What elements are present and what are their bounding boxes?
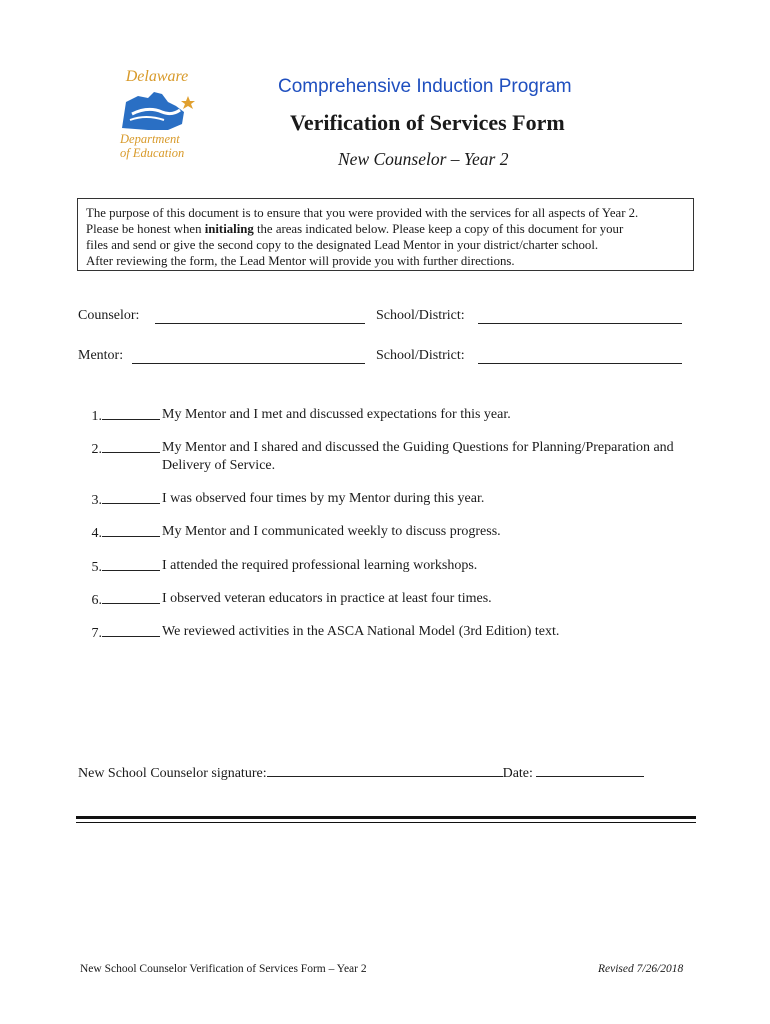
- logo-state-name: Delaware: [125, 68, 189, 85]
- signature-line[interactable]: [267, 763, 503, 777]
- footer-form-name: New School Counselor Verification of Services Form – Year 2: [80, 963, 367, 975]
- purpose-line-4: After reviewing the form, the Lead Mentor will provide you with further directions.: [86, 254, 515, 268]
- logo-department-text: [120, 132, 204, 160]
- list-item: [88, 490, 702, 510]
- list-item: [88, 590, 702, 610]
- purpose-line-2-pre: Please be honest when: [86, 222, 205, 236]
- school-district-label-2: School/District:: [376, 348, 465, 363]
- purpose-line-2-post: the areas indicated below. Please keep a copy of this document for your: [253, 222, 624, 236]
- state-outline-icon: [118, 88, 198, 132]
- item-text: My Mentor and I communicated weekly to discuss progress.: [162, 524, 501, 539]
- form-subtitle: New Counselor – Year 2: [338, 149, 509, 169]
- item-text: My Mentor and I shared and discussed the Guiding Questions for Planning/Preparation and Delivery of Service.: [162, 440, 674, 473]
- initial-blank[interactable]: [102, 490, 160, 504]
- item-number: 4.: [91, 526, 102, 541]
- mentor-input-line[interactable]: [132, 350, 365, 364]
- item-text: My Mentor and I met and discussed expectations for this year.: [162, 407, 511, 422]
- form-title: Verification of Services Form: [290, 110, 565, 135]
- purpose-line-1: The purpose of this document is to ensure that you were provided with the services for all aspects of Year 2.: [86, 206, 639, 220]
- delaware-doe-logo: [112, 68, 202, 168]
- item-text: I attended the required professional learning workshops.: [162, 558, 478, 573]
- initial-blank[interactable]: [102, 439, 160, 453]
- divider-thick: [76, 816, 696, 819]
- list-item: [88, 623, 702, 643]
- signature-label: New School Counselor signature:: [78, 766, 267, 781]
- item-text: We reviewed activities in the ASCA National Model (3rd Edition) text.: [162, 624, 560, 639]
- purpose-line-3: files and send or give the second copy to the designated Lead Mentor in your district/charter school.: [86, 238, 599, 252]
- item-number: 5.: [91, 560, 102, 575]
- item-number: 6.: [91, 593, 102, 608]
- logo-line-2: of Education: [120, 146, 185, 160]
- initial-blank[interactable]: [102, 406, 160, 420]
- item-number: 2.: [91, 442, 102, 457]
- school-district-input-line-2[interactable]: [478, 350, 682, 364]
- item-text: I observed veteran educators in practice at least four times.: [162, 591, 492, 606]
- list-item: [88, 523, 702, 543]
- initial-blank[interactable]: [102, 590, 160, 604]
- divider-thin: [76, 822, 696, 823]
- purpose-emphasis: initialing: [204, 222, 254, 236]
- item-number: 1.: [91, 409, 102, 424]
- mentor-label: Mentor:: [78, 348, 124, 363]
- item-number: 7.: [91, 626, 102, 641]
- school-district-input-line-1[interactable]: [478, 310, 682, 324]
- initial-blank[interactable]: [102, 623, 160, 637]
- logo-line-1: Department: [120, 132, 180, 146]
- purpose-box: [77, 198, 694, 271]
- footer-revision-date: Revised 7/26/2018: [598, 963, 684, 975]
- initial-blank[interactable]: [102, 523, 160, 537]
- purpose-line-2: [86, 221, 685, 237]
- school-district-label-1: School/District:: [376, 308, 465, 323]
- program-name: Comprehensive Induction Program: [278, 76, 572, 97]
- item-text: I was observed four times by my Mentor during this year.: [162, 491, 485, 506]
- list-item: [88, 406, 702, 426]
- signature-row: [78, 763, 644, 782]
- item-number: 3.: [91, 493, 102, 508]
- counselor-label: Counselor:: [78, 308, 140, 323]
- initial-blank[interactable]: [102, 557, 160, 571]
- counselor-input-line[interactable]: [155, 310, 365, 324]
- date-label: Date:: [502, 766, 533, 781]
- list-item: [88, 439, 702, 475]
- list-item: [88, 557, 702, 577]
- date-line[interactable]: [536, 763, 644, 777]
